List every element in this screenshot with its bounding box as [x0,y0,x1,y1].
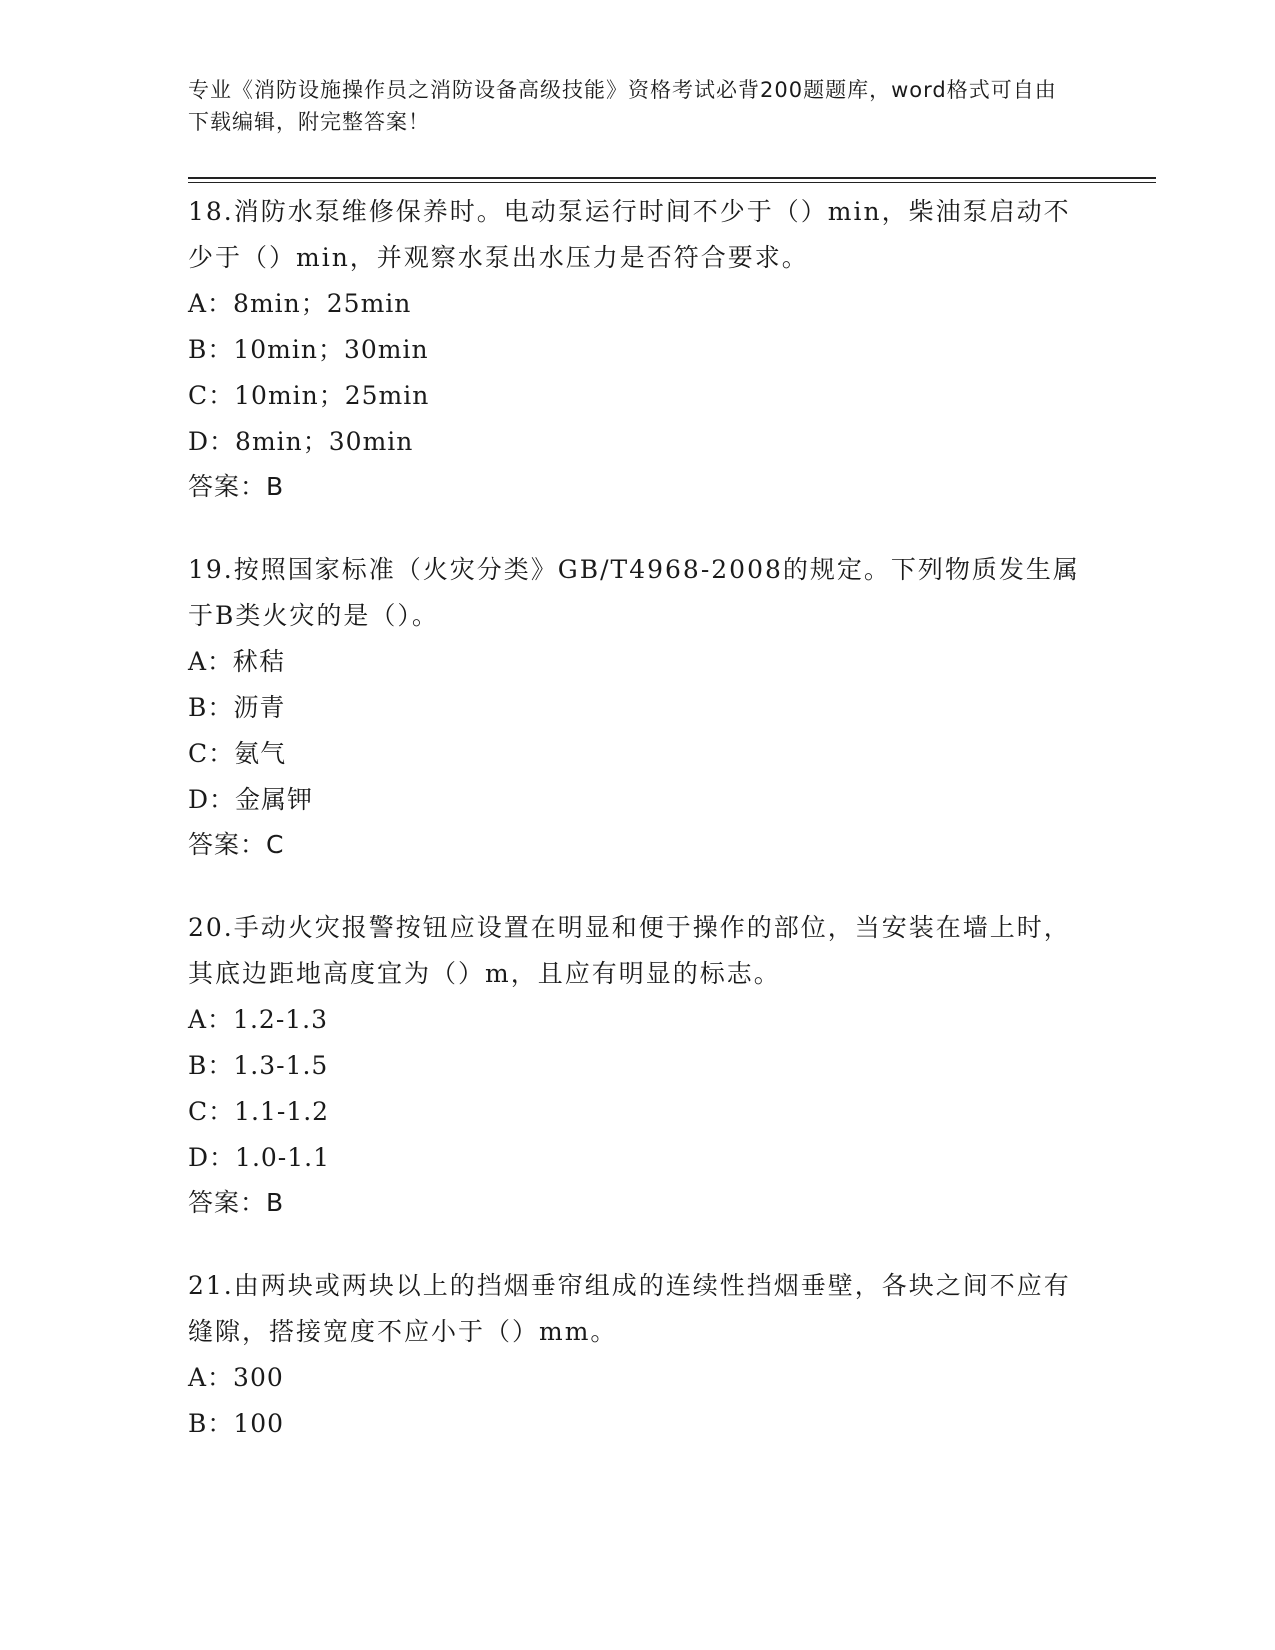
option-a: A：300 [188,1363,284,1392]
option-b: B：沥青 [188,693,286,722]
option-b: B：1.3-1.5 [188,1051,329,1080]
option-c: C：1.1-1.2 [188,1097,330,1126]
question-20 [188,905,1088,1225]
question-18 [188,189,1088,509]
question-stem: 18.消防水泵维修保养时。电动泵运行时间不少于（）min，柴油泵启动不少于（）min，并观察水泵出水压力是否符合要求。 [188,197,1071,272]
question-stem: 19.按照国家标准（火灾分类》GB/T4968-2008的规定。下列物质发生属于B类火灾的是（）。 [188,555,1080,630]
option-d: D：金属钾 [188,785,314,814]
option-b: B：100 [188,1409,285,1438]
question-19 [188,547,1088,867]
option-c: C：10min；25min [188,381,430,410]
question-stem: 20.手动火灾报警按钮应设置在明显和便于操作的部位，当安装在墙上时，其底边距地高度宜为（）m，且应有明显的标志。 [188,913,1071,988]
header-divider-thin [188,182,1156,183]
document-header: 专业《消防设施操作员之消防设备高级技能》资格考试必背200题题库，word格式可自由下载编辑，附完整答案！ [188,78,1057,134]
question-list [188,189,1088,1485]
header-divider-thick [188,177,1156,179]
option-b: B：10min；30min [188,335,429,364]
question-stem: 21.由两块或两块以上的挡烟垂帘组成的连续性挡烟垂壁，各块之间不应有缝隙，搭接宽度不应小于（）mm。 [188,1271,1071,1346]
option-a: A：秫秸 [188,647,286,676]
option-a: A：8min；25min [188,289,412,318]
option-a: A：1.2-1.3 [188,1005,329,1034]
option-d: D：8min；30min [188,427,414,456]
answer-line: 答案：C [188,830,285,859]
question-21 [188,1263,1088,1447]
option-d: D：1.0-1.1 [188,1143,331,1172]
option-c: C：氨气 [188,739,287,768]
answer-line: 答案：B [188,472,285,501]
answer-line: 答案：B [188,1188,285,1217]
